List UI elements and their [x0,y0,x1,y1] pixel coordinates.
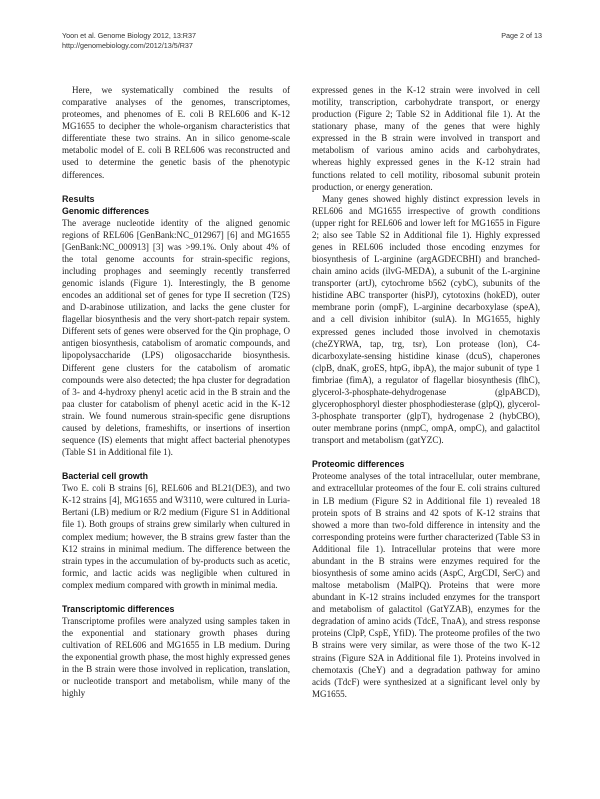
right-column [312,84,540,700]
transcriptomic-heading: Transcriptomic differences [62,603,175,614]
proteomic-paragraph: Proteome analyses of the total intracellular, outer membrane, and extracellular proteomes of the four E. coli strains cultured in LB medium (Figure S2 in Additional file 1) revealed 18 protein spots of B strains and 42 spots of K-12 strains that showed a more than two-fold difference in intensity and the corresponding proteins were further characterized (Table S3 in Additional file 1). Intracellular proteins that were more abundant in the B strains were enzymes required for the biosynthesis of some amino acids (AspC, ArgCDI, SerC) and maltose metabolism (MalPQ). Proteins that were more abundant in K-12 strains included enzymes for the transport and metabolism of galactitol (GatYZAB), enzymes for the degradation of amino acids (TdcE, TnaA), and stress response proteins (ClpP, CspE, YfiD). The proteome profiles of the two B strains were very similar, as were those of the two K-12 strains (Figure S2A in Additional file 1). Proteins involved in chemotaxis (CheY) and a degradation pathway for amino acids (TdcF) were synthesized at a significant level only by MG1655. [312,471,540,699]
page-number: Page 2 of 13 [501,31,542,40]
article-url[interactable]: http://genomebiology.com/2012/13/5/R37 [62,41,193,50]
growth-paragraph: Two E. coli B strains [6], REL606 and BL21(DE3), and two K-12 strains [4], MG1655 and W3110, were cultured in Luria-Bertani (LB) medium or R/2 medium (Figure S1 in Additional file 1). Both groups of strains grew similarly when cultured in complex medium; however, the B strains grew faster than the K12 strains in minimal medium. The difference between the strain types in the accumulation of by-products such as acetic, formic, and lactic acids was negligible when cultured in complex medium compared with growth in minimal media. [62,483,290,590]
genomic-heading: Genomic differences [62,205,150,216]
intro-paragraph: Here, we systematically combined the results of comparative analyses of the genomes, transcriptomes, proteomes, and phenomes of E. coli B REL606 and K-12 MG1655 to decipher the whole-organism characteristics that differentiate these two strains. An in silico genome-scale metabolic model of E. coli B REL606 was reconstructed and used to determine the genetic basis of the phenotypic differences. [62,85,290,180]
growth-heading: Bacterial cell growth [62,471,149,482]
transcriptomic-paragraph: Transcriptome profiles were analyzed using samples taken in the exponential and stationary growth phases during cultivation of REL606 and MG1655 in LB medium. During the exponential growth phase, the most highly expressed genes in the B strain were those involved in replication, translation, or nucleotide transport and metabolism, while many of the highly [62,615,290,699]
citation-line: Yoon et al. Genome Biology 2012, 13:R37 [62,31,196,40]
expression-paragraph-1: expressed genes in the K-12 strain were involved in cell motility, transcription, carbohydrate transport, or energy production (Figure 2; Table S2 in Additional file 1). At the stationary phase, many of the genes that were highly expressed in the B strain were involved in transport and metabolism of various amino acids and carbohydrates, whereas highly expressed genes in the K-12 strain had functions related to cell motility, ribosomal subunit protein production, or energy generation. [312,85,540,192]
proteomic-heading: Proteomic differences [312,459,405,470]
genomic-paragraph: The average nucleotide identity of the aligned genomic regions of REL606 [GenBank:NC_012967] [6] and MG1655 [GenBank:NC_000913] [3] was >99.1%. Only about 4% of the total genome accounts for strain-specific regions, including prophages and seemingly recently transferred genomic islands (Figure 1). Interestingly, the B genome encodes an additional set of genes for type II secretion (T2S) and D-arabinose utilization, and lacks the gene cluster for flagellar biosynthesis and the very short-patch repair system. Different sets of genes were observed for the Qin prophage, O antigen biosynthesis, catabolism of aromatic compounds, and lipopolysaccharide (LPS) oligosaccharide biosynthesis. Different gene clusters for the catabolism of aromatic compounds were also detected; the hpa cluster for degradation of 3- and 4-hydroxy phenyl acetic acid in the B strain and the paa cluster for catabolism of phenyl acetic acid in the K-12 strain. We found numerous strain-specific gene disruptions caused by deletions, frameshifts, or insertions of insertion sequence (IS) elements that might affect bacterial phenotypes (Table S1 in Additional file 1). [62,217,290,458]
expression-paragraph-2: Many genes showed highly distinct expression levels in REL606 and MG1655 irrespective of growth conditions (upper right for REL606 and lower left for MG1655 in Figure 2; also see Table S2 in Additional file 1). Highly expressed genes in REL606 included those encoding enzymes for biosynthesis of L-arginine (argAGDECBHI) and branched-chain amino acids (ilvG-MEDA), a subunit of the L-arginine transporter (artJ), cytochrome b562 (cybC), subunits of the histidine ABC transporter (hisPJ), cytotoxins (hokED), outer membrane porin (ompF), L-arginine decarboxylase (speA), and a cell division inhibitor (sulA). In MG1655, highly expressed genes included those involved in chemotaxis (cheZYRWA, tap, trg, tsr), Lon protease (lon), C4-dicarboxylate-sensing histidine kinase (dcuS), chaperones (clpB, dnaK, groES, htpG, ibpA), the major subunit of type 1 fimbriae (fimA), a regulator of flagellar biosynthesis (flhC), glycerol-3-phosphate-dehydrogenase (glpABCD), glycerophosphoryl diester phosphodiesterase (glpQ), glycerol-3-phosphate transporter (glpT), hydrogenase 2 (hybCBO), outer membrane porins (nmpC, ompA, ompC), and galactitol transport and metabolism (gatYZC). [312,193,540,446]
page-header [62,31,542,51]
left-column [62,84,290,699]
results-heading: Results [62,193,95,204]
